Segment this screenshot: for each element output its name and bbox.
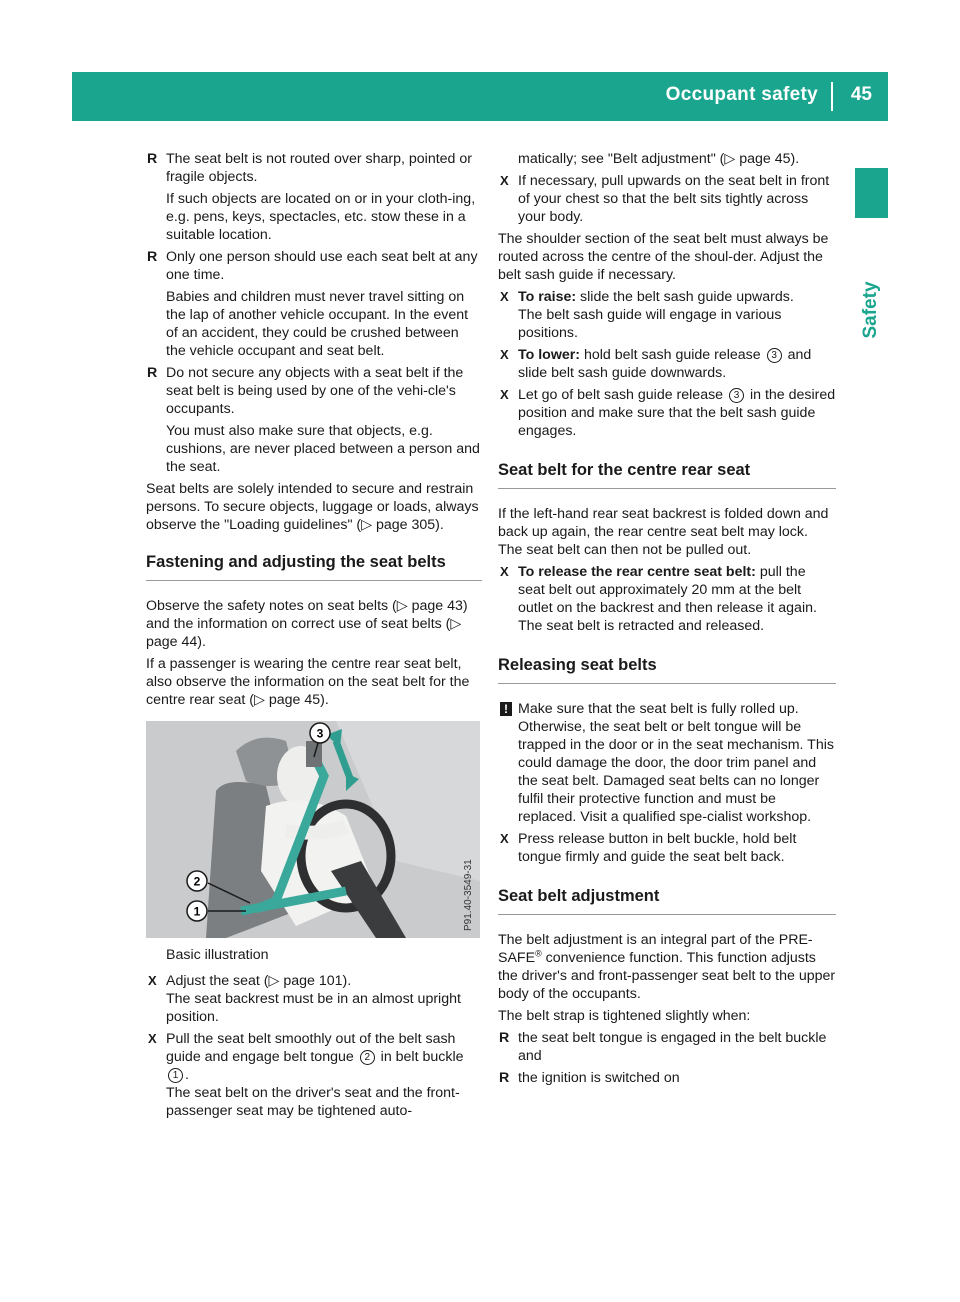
paragraph: Observe the safety notes on seat belts (▷ page 43) and the information on correct use of seat belts (▷ page 44).	[146, 598, 468, 650]
callout-ref: 3	[767, 348, 782, 363]
right-column	[498, 150, 836, 1091]
paragraph: Seat belts are solely intended to secure and restrain persons. To secure objects, luggage or loads, always observe the "Loading guidelines" (▷ page 305).	[146, 481, 479, 533]
step-arrow-icon: X	[148, 973, 157, 988]
page-header	[72, 72, 888, 121]
paragraph: The belt adjustment is an integral part of the PRE-SAFE® convenience function. This function adjusts the driver's and front-passenger seat belt to the upper body of the occupants.	[498, 932, 836, 1002]
header-divider	[831, 82, 833, 111]
step-text: To lower: hold belt sash guide release 3 and slide belt sash guide downwards.	[518, 347, 812, 381]
section-heading: Fastening and adjusting the seat belts	[146, 552, 482, 581]
callout-3-label: 3	[316, 726, 324, 741]
callout-ref: 2	[360, 1050, 375, 1065]
step-text: To release the rear centre seat belt: pull the seat belt out approximately 20 mm at the belt outlet on the backrest and then release it again.	[518, 564, 817, 616]
bullet-icon: R	[147, 151, 158, 167]
chapter-tab	[855, 168, 888, 218]
paragraph: The belt strap is tightened slightly when:	[498, 1008, 751, 1024]
bullet-icon: R	[499, 1070, 510, 1086]
step-text: Pull the seat belt smoothly out of the belt sash guide and engage belt tongue 2 in belt buckle 1 .	[166, 1031, 464, 1083]
step-text: To raise: slide the belt sash guide upwards.	[518, 289, 794, 305]
step-item	[498, 172, 836, 226]
list-item	[146, 364, 482, 476]
step-item	[498, 830, 836, 866]
warning-icon: !	[500, 702, 512, 716]
figure-code: P91.40-3549-31	[463, 859, 474, 931]
callout-1	[187, 901, 207, 921]
step-arrow-icon: X	[500, 387, 509, 402]
bullet-text: The seat belt is not routed over sharp, pointed or fragile objects.	[166, 151, 473, 185]
chapter-label: Safety	[860, 281, 881, 339]
bullet-text: the seat belt tongue is engaged in the belt buckle and	[518, 1030, 827, 1064]
step-result: The seat belt on the driver's seat and the front-passenger seat may be tightened auto-	[166, 1085, 460, 1119]
paragraph: matically; see "Belt adjustment" (▷ page 45).	[518, 151, 800, 167]
paragraph: The shoulder section of the seat belt must always be routed across the centre of the shoul-der. Adjust the belt sash guide if necessary.	[498, 231, 829, 283]
callout-2	[187, 871, 207, 891]
warning-text: Make sure that the seat belt is fully rolled up. Otherwise, the seat belt or belt tongue will be trapped in the door or in the seat mechanism. This could damage the door, the door trim panel and the seat belt. Damaged seat belts can no longer fulfil their protective function and must be replaced. Visit a qualified spe-cialist workshop.	[518, 701, 834, 825]
step-item	[146, 1030, 482, 1120]
bullet-note: If such objects are located on or in your cloth-ing, e.g. pens, keys, spectacles, etc. stow these in a suitable location.	[166, 191, 476, 243]
bullet-icon: R	[147, 365, 158, 381]
callout-3	[310, 723, 330, 743]
paragraph: If a passenger is wearing the centre rear seat belt, also observe the information on the seat belt for the centre rear seat (▷ page 45).	[146, 656, 470, 708]
list-item	[146, 248, 482, 360]
step-item	[146, 972, 482, 1026]
section-title: Occupant safety	[665, 84, 818, 105]
list-item	[146, 150, 482, 244]
step-result: The seat backrest must be in an almost upright position.	[166, 991, 461, 1025]
section-heading: Seat belt adjustment	[498, 886, 836, 915]
warning-note	[498, 700, 836, 826]
bullet-icon: R	[499, 1030, 510, 1046]
step-arrow-icon: X	[500, 289, 509, 304]
section-heading: Seat belt for the centre rear seat	[498, 460, 836, 489]
list-item	[498, 1069, 836, 1087]
step-text: Press release button in belt buckle, hold belt tongue firmly and guide the seat belt back.	[518, 831, 797, 865]
step-text: Adjust the seat (▷ page 101).	[166, 973, 352, 989]
bullet-note: Babies and children must never travel sitting on the lap of another vehicle occupant. In the event of an accident, they could be crushed between the vehicle occupant and seat belt.	[166, 289, 469, 359]
page-number: 45	[850, 84, 872, 105]
step-item	[498, 288, 836, 342]
callout-ref: 1	[168, 1068, 183, 1083]
step-item	[498, 346, 836, 382]
callout-1-label: 1	[193, 904, 201, 919]
left-column	[146, 150, 482, 1124]
callout-2-label: 2	[193, 874, 201, 889]
step-arrow-icon: X	[500, 173, 509, 188]
step-arrow-icon: X	[148, 1031, 157, 1046]
figure-caption: Basic illustration	[166, 947, 269, 963]
seat-belt-illustration	[146, 721, 480, 938]
paragraph: If the left-hand rear seat backrest is folded down and back up again, the rear centre seat belt may lock. The seat belt can then not be pulled out.	[498, 506, 829, 558]
bullet-note: You must also make sure that objects, e.g. cushions, are never placed between a person and the seat.	[166, 423, 480, 475]
step-item	[498, 386, 836, 440]
step-arrow-icon: X	[500, 347, 509, 362]
step-arrow-icon: X	[500, 831, 509, 846]
step-result: The belt sash guide will engage in various positions.	[518, 307, 782, 341]
step-item	[498, 563, 836, 635]
step-text: Let go of belt sash guide release 3 in the desired position and make sure that the belt sash guide engages.	[518, 387, 836, 439]
step-arrow-icon: X	[500, 564, 509, 579]
bullet-text: the ignition is switched on	[518, 1070, 680, 1086]
illustration	[146, 721, 480, 938]
list-item	[498, 1029, 836, 1065]
bullet-text: Only one person should use each seat belt at any one time.	[166, 249, 478, 283]
section-heading: Releasing seat belts	[498, 655, 836, 684]
bullet-icon: R	[147, 249, 158, 265]
bullet-text: Do not secure any objects with a seat belt if the seat belt is being used by one of the vehi-cle's occupants.	[166, 365, 464, 417]
step-text: If necessary, pull upwards on the seat belt in front of your chest so that the belt sits tightly across your body.	[518, 173, 830, 225]
callout-ref: 3	[729, 388, 744, 403]
step-result: The seat belt is retracted and released.	[518, 618, 765, 634]
